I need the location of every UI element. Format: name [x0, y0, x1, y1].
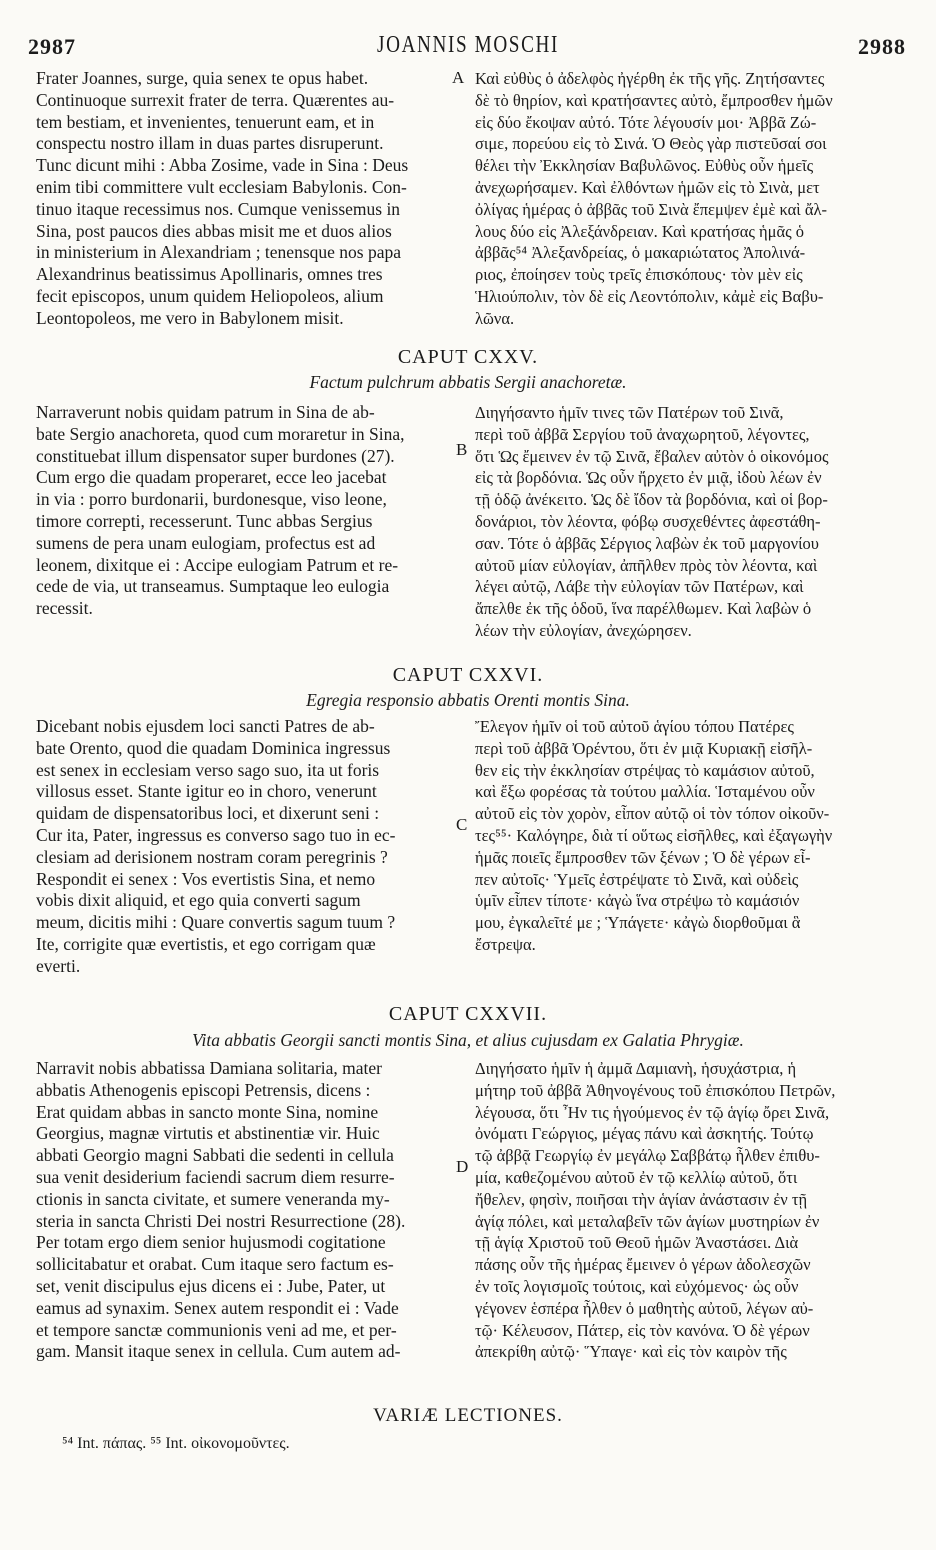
text-line: Διηγήσαντο ἡμῖν τινες τῶν Πατέρων τοῦ Σινᾶ, — [475, 403, 784, 422]
text-line: σαν. Τότε ὁ ἀββᾶς Σέργιος λαβὼν ἐκ τοῦ μαργονίου — [475, 533, 819, 553]
text-line: villosus esset. Stante igitur eo in choro, venerunt — [36, 781, 377, 802]
text-line: ριος, ἐποίησεν τοὺς τρεῖς ἐπισκόπους· τὸν μὲν εἰς — [475, 265, 803, 285]
text-line: θεν εἰς τὴν ἐκκλησίαν στρέψας τὸ καμάσιον αὐτοῦ, — [475, 760, 815, 780]
text-line: Narravit nobis abbatissa Damiana solitaria, mater — [36, 1058, 382, 1078]
text-line: leonem, dixitque ei : Accipe eulogiam Patrum et re- — [36, 554, 399, 575]
text-line: Leontopoleos, me vero in Babylonem misit. — [36, 307, 344, 328]
text-line: ctionis in sancta civitate, et sumere veneranda my- — [36, 1188, 390, 1209]
text-line: ἔστρεψα. — [475, 934, 536, 954]
text-line: in via : porro burdonarii, burdonesque, viso leone, — [36, 489, 387, 510]
greek-column-cap126 — [475, 716, 905, 956]
text-line: Ἡλιούπολιν, τὸν δὲ εἰς Λεοντόπολιν, κἀμὲ εἰς Βαβυ- — [475, 286, 824, 306]
text-line: ὅτι Ὡς ἔμεινεν ἐν τῷ Σινᾶ, ἔβαλεν αὐτὸν ὁ οἰκονόμος — [475, 446, 829, 466]
chapter-subtitle-127: Vita abbatis Georgii sancti montis Sina, et alius cujusdam ex Galatia Phrygiæ. — [192, 1030, 744, 1050]
latin-column-cap126 — [36, 716, 458, 978]
text-line: meum, dicitis mihi : Quare convertis sagum tuum ? — [36, 912, 396, 933]
text-line: ἀνεχωρήσαμεν. Καὶ ἐλθόντων ἡμῶν εἰς τὸ Σινὰ, μετ — [475, 177, 820, 197]
text-line: eamus ad synaxim. Senex autem respondit ei : Vade — [36, 1297, 399, 1318]
text-line: recessit. — [36, 598, 93, 619]
chapter-subtitle-125: Factum pulchrum abbatis Sergii anachoretæ. — [309, 372, 627, 392]
text-line: fecit episcopos, unum quidem Heliopoleos, alium — [36, 285, 384, 306]
text-line: sumens de pera unam eulogiam, profectus est ad — [36, 532, 376, 553]
text-line: quidam de dispensatoribus loci, et dixerunt seni : — [36, 803, 380, 824]
text-line: steria in sancta Christi Dei nostri Resurrectione (28). — [36, 1210, 406, 1231]
page-header — [0, 30, 936, 64]
variae-lectiones-notes: ⁵⁴ Int. πάπας. ⁵⁵ Int. οἰκονομοῦντες. — [62, 1435, 290, 1452]
text-line: λέγει αὐτῷ, Λάβε τὴν εὐλογίαν τῶν Πατέρων, καὶ — [475, 577, 804, 597]
text-line: θέλει τὴν Ἐκκλησίαν Βαβυλῶνος. Εὐθὺς οὖν ἡμεῖς — [475, 156, 814, 176]
text-line: πεν αὐτοῖς· Ὑμεῖς ἐστρέψατε τὸ Σινᾶ, καὶ οὐδεὶς — [475, 869, 799, 889]
text-line: ὑμῖν εἶπεν τίποτε· κἀγὼ ἵνα στρέψω τὸ καμάσιόν — [475, 891, 800, 911]
greek-column-cap125 — [475, 402, 905, 642]
text-line: ἡμᾶς ποιεῖς ἔμπροσθεν τῶν ξένων ; Ὁ δὲ γέρων εἶ- — [475, 847, 811, 867]
text-line: μου, ἐγκαλεῖτέ με ; Ὑπάγετε· κἀγὼ διορθοῦμαι ἃ — [475, 913, 801, 933]
text-line: περὶ τοῦ ἀββᾶ Ὀρέντου, ὅτι ἐν μιᾷ Κυριακῇ εἰσῆλ- — [475, 738, 813, 758]
text-line: καὶ ἔξω φορέσας τὰ τούτου μαλλία. Ἱσταμένου οὖν — [475, 782, 815, 802]
text-line: est senex in ecclesiam verso sago suo, ita ut foris — [36, 759, 380, 780]
greek-column-cap127 — [475, 1058, 905, 1363]
text-line: Tunc dicunt mihi : Abba Zosime, vade in Sina : Deus — [36, 155, 409, 176]
text-line: Erat quidam abbas in sancto monte Sina, nomine — [36, 1101, 379, 1122]
text-line: tem bestiam, et invenientes, tenuerunt eam, et in — [36, 111, 375, 132]
text-line: σιμε, πορεύου εἰς τὸ Σινά. Ὁ Θεὸς γὰρ πιστεῦσαί σοι — [475, 134, 827, 154]
text-line: Alexandrinus beatissimus Apollinaris, omnes tres — [36, 264, 383, 285]
latin-column-cap125 — [36, 402, 458, 620]
greek-column-block1 — [475, 68, 905, 330]
text-line: Georgius, magnæ virtutis et abstinentiæ vir. Huic — [36, 1123, 380, 1144]
text-line: δονάριοι, τὸν λέοντα, φόβῳ συσχεθέντες ἀφεστάθη- — [475, 511, 821, 531]
text-line: bate Orento, quod die quadam Dominica ingressus — [36, 737, 391, 758]
text-line: λους δύο εἰς Ἀλεξάνδρειαν. Καὶ κρατήσας ἡμᾶς ὁ — [475, 221, 805, 241]
text-line: εἰς τὰ βορδόνια. Ὡς οὖν ἤρχετο ἐν μιᾷ, ἰδοὺ λέων ἐν — [475, 468, 822, 488]
text-line: τῇ ὁδῷ ἀνέκειτο. Ὡς δὲ ἴδον τὰ βορδόνια, καὶ οἱ βορ- — [475, 490, 828, 510]
text-line: ἁγίᾳ πόλει, καὶ μεταλαβεῖν τῶν ἁγίων μυστηρίων ἐν — [475, 1211, 820, 1231]
text-line: in ministerium in Alexandriam ; tenensque nos papa — [36, 242, 401, 263]
running-head: JOANNIS MOSCHI — [377, 32, 559, 58]
text-line: gam. Mansit itaque senex in cellula. Cum autem ad- — [36, 1341, 401, 1362]
text-line: ὀλίγας ἡμέρας ὁ ἀββᾶς τοῦ Σινὰ ἔπεμψεν ἐμὲ καὶ ἄλ- — [475, 199, 828, 219]
right-page-number: 2988 — [858, 34, 906, 59]
text-line: Continuoque surrexit frater de terra. Quærentes au- — [36, 89, 395, 110]
variae-lectiones-heading: VARIÆ LECTIONES. — [373, 1405, 563, 1426]
text-line: Per totam ergo diem senior hujusmodi cogitatione — [36, 1232, 386, 1253]
text-line: λῶνα. — [475, 308, 515, 328]
text-line: γέγονεν ἑσπέρα ἦλθεν ὁ μαθητὴς αὐτοῦ, λέγων αὐ- — [475, 1298, 814, 1318]
text-line: Narraverunt nobis quidam patrum in Sina de ab- — [36, 402, 375, 422]
margin-letter-b: B — [456, 440, 468, 459]
text-line: τῷ· Κέλευσον, Πάτερ, εἰς τὸν κανόνα. Ὁ δὲ γέρων — [475, 1320, 810, 1340]
margin-letter-a: A — [452, 68, 465, 87]
text-line: αὐτοῦ εἰς τὸν χορὸν, εἶπον αὐτῷ οἱ τὸν τόπον οἰκοῦν- — [475, 804, 830, 824]
text-line: set, venit discipulus ejus dicens ei : Jube, Pater, ut — [36, 1275, 386, 1296]
text-line: timore correpti, recesserunt. Tunc abbas Sergius — [36, 510, 373, 531]
text-line: Καὶ εὐθὺς ὁ ἀδελφὸς ἠγέρθη ἐκ τῆς γῆς. Ζητήσαντες — [475, 69, 825, 88]
text-line: clesiam ad derisionem nostram coram peregrinis ? — [36, 846, 388, 867]
chapter-heading-127: CAPUT CXXVII. — [388, 1003, 548, 1025]
text-line: Sina, post paucos dies abbas misit me et duos alios — [36, 220, 392, 241]
text-line: εἰς δύο ἔκοψαν αὐτό. Τότε λέγουσίν μοι· Ἀββᾶ Ζώ- — [475, 112, 817, 132]
text-line: Cur ita, Pater, ingressus es converso sago tuo in ec- — [36, 824, 396, 845]
text-line: ἤθελεν, φησὶν, ποιῆσαι τὴν ἁγίαν ἀνάστασιν ἐν τῇ — [475, 1189, 808, 1209]
text-line: μία, καθεζομένου αὐτοῦ ἐν τῷ κελλίῳ αὐτοῦ, ὅτι — [475, 1167, 798, 1187]
text-line: δὲ τὸ θηρίον, καὶ κρατήσαντες αὐτὸ, ἔμπροσθεν ἡμῶν — [475, 90, 833, 110]
text-line: τῷ ἀββᾷ Γεωργίῳ ἐν μεγάλῳ Σαββάτῳ ἦλθεν ἐπιθυ- — [475, 1146, 820, 1166]
chapter-heading-125: CAPUT CXXV. — [397, 346, 539, 368]
text-line: conspectu nostro illam in duas partes disruperunt. — [36, 133, 384, 154]
text-line: λέων τὴν εὐλογίαν, ἀνεχώρησεν. — [475, 620, 692, 640]
text-line: sua venit desiderium faciendi sacrum diem resurre- — [36, 1166, 395, 1187]
text-line: Cum ergo die quadam properaret, ecce leo jacebat — [36, 467, 387, 488]
text-line: tinuo itaque recessimus nos. Cumque venissemus in — [36, 198, 401, 219]
text-line: Διηγήσατο ἡμῖν ἡ ἀμμᾶ Δαμιανὴ, ἡσυχάστρια, ἡ — [475, 1059, 797, 1078]
text-line: τῇ ἁγίᾳ Χριστοῦ τοῦ Θεοῦ ἡμῶν Ἀναστάσει. Διὰ — [475, 1233, 799, 1253]
text-line: bate Sergio anachoreta, quod cum moraretur in Sina, — [36, 423, 405, 444]
text-line: et tempore sanctæ communionis veni ad me, et per- — [36, 1319, 397, 1340]
margin-letter-c: C — [456, 815, 468, 834]
text-line: αὐτοῦ μίαν εὐλογίαν, ἀπῆλθεν πρὸς τὸν λέοντα, καὶ — [475, 555, 818, 575]
text-line: Ἔλεγον ἡμῖν οἱ τοῦ αὐτοῦ ἁγίου τόπου Πατέρες — [475, 717, 794, 736]
text-line: sollicitabatur et orabat. Cum itaque sero factum es- — [36, 1254, 394, 1275]
text-line: cede de via, ut transeamus. Sumptaque leo eulogia — [36, 576, 390, 597]
text-line: ὀνόματι Γεώργιος, μέγας πάνυ καὶ ἀσκητής. Τούτῳ — [475, 1124, 814, 1144]
text-line: Dicebant nobis ejusdem loci sancti Patres de ab- — [36, 716, 375, 736]
text-line: λέγουσα, ὅτι Ἦν τις ἡγούμενος ἐν τῷ ἁγίῳ ὄρει Σινᾶ, — [475, 1102, 830, 1122]
chapter-subtitle-126: Egregia responsio abbatis Orenti montis Sina. — [306, 690, 630, 710]
left-page-number: 2987 — [28, 34, 76, 59]
text-line: ἀββᾶς⁵⁴ Ἀλεξανδρείας, ὁ μακαριώτατος Ἀπολινά- — [475, 243, 806, 263]
text-line: constituebat illum dispensator super burdones (27). — [36, 445, 395, 466]
text-line: περὶ τοῦ ἀββᾶ Σεργίου τοῦ ἀναχωρητοῦ, λέγοντες, — [475, 424, 810, 444]
text-line: τες⁵⁵· Καλόγηρε, διὰ τί οὕτως εἰσῆλθες, καὶ ἐξαγωγὴν — [475, 825, 833, 845]
chapter-heading-126: CAPUT CXXVI. — [392, 664, 544, 686]
text-line: ἐν τοῖς λογισμοῖς τούτοις, καὶ εὐχόμενος· ὡς οὖν — [475, 1276, 799, 1296]
text-line: μήτηρ τοῦ ἀββᾶ Ἀθηνογένους τοῦ ἐπισκόπου Πετρῶν, — [475, 1080, 836, 1100]
margin-letter-d: D — [456, 1157, 469, 1176]
latin-column-cap127 — [36, 1058, 458, 1363]
text-line: abbati Georgio magni Sabbati die sedenti in cellula — [36, 1145, 394, 1166]
text-line: abbatis Athenogenis episcopi Petrensis, dicens : — [36, 1079, 371, 1100]
text-line: ἄπελθε ἐκ τῆς ὁδοῦ, ἵνα παρέλθωμεν. Καὶ λαβὼν ὁ — [475, 599, 812, 619]
text-line: Respondit ei senex : Vos evertistis Sina, et nemo — [36, 868, 376, 889]
text-line: Frater Joannes, surge, quia senex te opus habet. — [36, 68, 369, 88]
text-line: πάσης οὖν τῆς ἡμέρας ἔμεινεν ὁ γέρων ἀδολεσχῶν — [475, 1255, 811, 1275]
text-line: everti. — [36, 955, 81, 976]
text-line: vobis dixit aliquid, et ego quia converti sagum — [36, 890, 361, 911]
text-line: enim tibi committere vult ecclesiam Babylonis. Con- — [36, 176, 407, 197]
text-line: ἀπεκρίθη αὐτῷ· Ὕπαγε· καὶ εἰς τὸν καιρὸν τῆς — [475, 1342, 787, 1362]
latin-column-block1 — [36, 68, 458, 330]
text-line: Ite, corrigite quæ evertistis, et ego corrigam quæ — [36, 933, 376, 954]
